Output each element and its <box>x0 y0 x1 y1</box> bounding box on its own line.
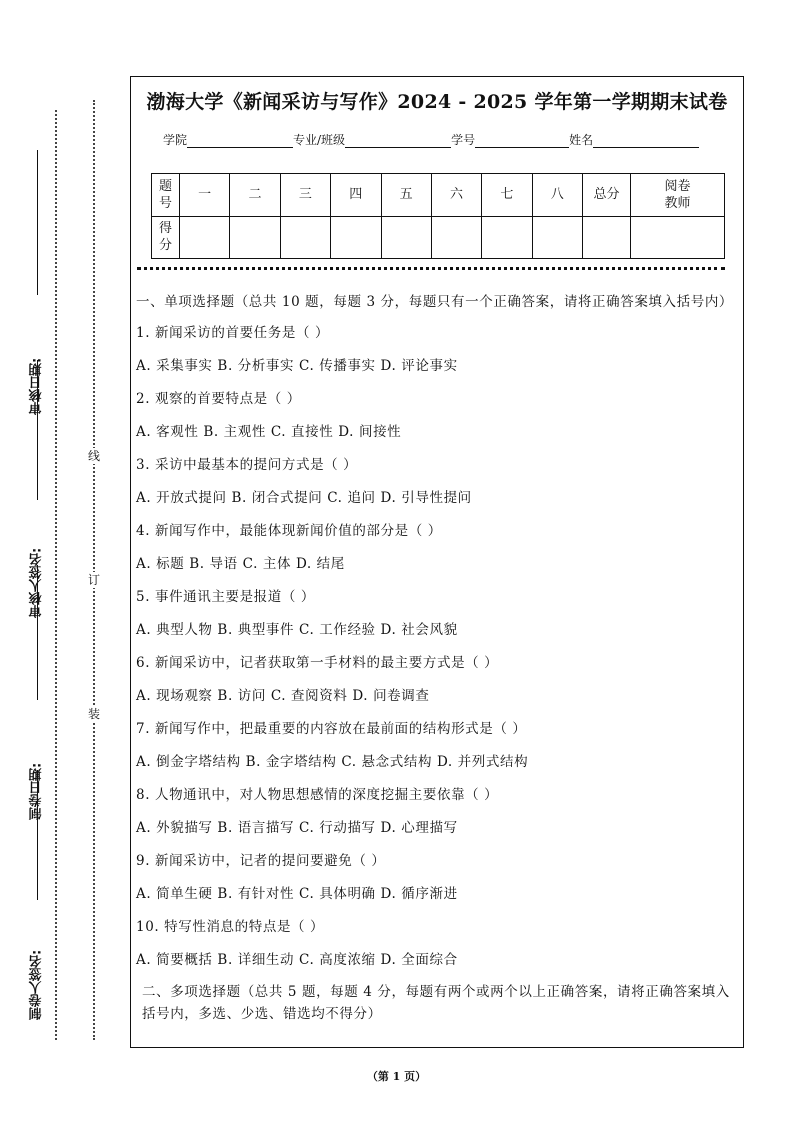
score-table-header-row <box>152 174 725 217</box>
exam-frame <box>130 76 744 1048</box>
exam-title: 渤海大学《新闻采访与写作》2024 - 2025 学年第一学期期末试卷 <box>146 91 728 113</box>
field-id-input[interactable] <box>475 135 569 148</box>
field-college-input[interactable] <box>187 135 293 148</box>
binding-char-order: 订 <box>87 573 100 587</box>
col-header-total: 总分 <box>583 174 631 217</box>
score-cell[interactable] <box>381 216 431 259</box>
col-header: 四 <box>331 174 381 217</box>
question: 9. 新闻采访中，记者的提问要避免（ ） <box>136 853 386 869</box>
reviewer-signature-label: 审核人签名: <box>29 547 45 618</box>
score-cell-grader[interactable] <box>631 216 725 259</box>
maker-signature-label: 制卷人签名: <box>29 949 45 1020</box>
review-date-line <box>37 150 38 295</box>
field-major-input[interactable] <box>345 135 451 148</box>
question-options: A. 开放式提问 B. 闭合式提问 C. 追问 D. 引导性提问 <box>136 490 472 506</box>
dotted-separator <box>137 267 725 270</box>
question: 6. 新闻采访中，记者获取第一手材料的最主要方式是（ ） <box>136 655 499 671</box>
score-cell[interactable] <box>331 216 381 259</box>
score-cell-total[interactable] <box>583 216 631 259</box>
col-header: 三 <box>280 174 330 217</box>
question: 8. 人物通讯中，对人物思想感情的深度挖掘主要依靠（ ） <box>136 787 499 803</box>
binding-char-bind: 装 <box>87 707 100 721</box>
field-college-label: 学院 <box>163 133 188 147</box>
dotted-divider-outer <box>55 110 57 1040</box>
question-options: A. 采集事实 B. 分析事实 C. 传播事实 D. 评论事实 <box>136 358 458 374</box>
score-table <box>151 173 725 259</box>
question: 4. 新闻写作中，最能体现新闻价值的部分是（ ） <box>136 523 442 539</box>
score-cell[interactable] <box>431 216 481 259</box>
question-options: A. 标题 B. 导语 C. 主体 D. 结尾 <box>136 556 345 572</box>
col-header: 八 <box>532 174 582 217</box>
col-header-grader: 阅卷教师 <box>631 174 725 217</box>
question: 1. 新闻采访的首要任务是（ ） <box>136 325 330 341</box>
col-header: 七 <box>482 174 532 217</box>
score-cell[interactable] <box>230 216 280 259</box>
score-cell[interactable] <box>532 216 582 259</box>
col-header: 二 <box>230 174 280 217</box>
row-label-question-number: 题号 <box>152 174 180 217</box>
review-date-label: 审核日期: <box>29 357 45 415</box>
field-name-label: 姓名 <box>569 133 594 147</box>
col-header: 五 <box>381 174 431 217</box>
question: 7. 新闻写作中，把最重要的内容放在最前面的结构形式是（ ） <box>136 721 527 737</box>
col-header: 六 <box>431 174 481 217</box>
question: 5. 事件通讯主要是报道（ ） <box>136 589 315 605</box>
question: 3. 采访中最基本的提问方式是（ ） <box>136 457 358 473</box>
field-id-label: 学号 <box>451 133 476 147</box>
question: 2. 观察的首要特点是（ ） <box>136 391 301 407</box>
dotted-divider-inner <box>93 100 95 1040</box>
question-options: A. 客观性 B. 主观性 C. 直接性 D. 间接性 <box>136 424 402 440</box>
make-date-label: 制卷日期: <box>29 762 45 820</box>
col-header: 一 <box>180 174 230 217</box>
row-label-score: 得分 <box>152 216 180 259</box>
question-options: A. 倒金字塔结构 B. 金字塔结构 C. 悬念式结构 D. 并列式结构 <box>136 754 529 770</box>
question-options: A. 简要概括 B. 详细生动 C. 高度浓缩 D. 全面综合 <box>136 952 458 968</box>
student-info-row <box>163 131 699 148</box>
score-cell[interactable] <box>482 216 532 259</box>
reviewer-signature-line <box>37 360 38 500</box>
question: 10. 特写性消息的特点是（ ） <box>136 919 325 935</box>
question-options: A. 典型人物 B. 典型事件 C. 工作经验 D. 社会风貌 <box>136 622 458 638</box>
question-options: A. 外貌描写 B. 语言描写 C. 行动描写 D. 心理描写 <box>136 820 458 836</box>
field-name-input[interactable] <box>593 135 699 148</box>
section2-heading: 二、多项选择题（总共 5 题，每题 4 分，每题有两个或两个以上正确答案，请将正确答案填入括号内，多选、少选、错选均不得分） <box>142 984 730 1022</box>
section1-heading: 一、单项选择题（总共 10 题，每题 3 分，每题只有一个正确答案，请将正确答案填入括号内） <box>136 294 734 310</box>
question-content <box>136 291 740 1025</box>
question-options: A. 现场观察 B. 访问 C. 查阅资料 D. 问卷调查 <box>136 688 430 704</box>
maker-signature-line <box>37 770 38 900</box>
make-date-line <box>37 565 38 700</box>
binding-char-line: 线 <box>87 449 100 463</box>
score-cell[interactable] <box>280 216 330 259</box>
score-cell[interactable] <box>180 216 230 259</box>
score-table-score-row <box>152 216 725 259</box>
page-number: （第 1 页） <box>366 1070 427 1083</box>
field-major-label: 专业/班级 <box>293 133 346 147</box>
question-options: A. 简单生硬 B. 有针对性 C. 具体明确 D. 循序渐进 <box>136 886 458 902</box>
